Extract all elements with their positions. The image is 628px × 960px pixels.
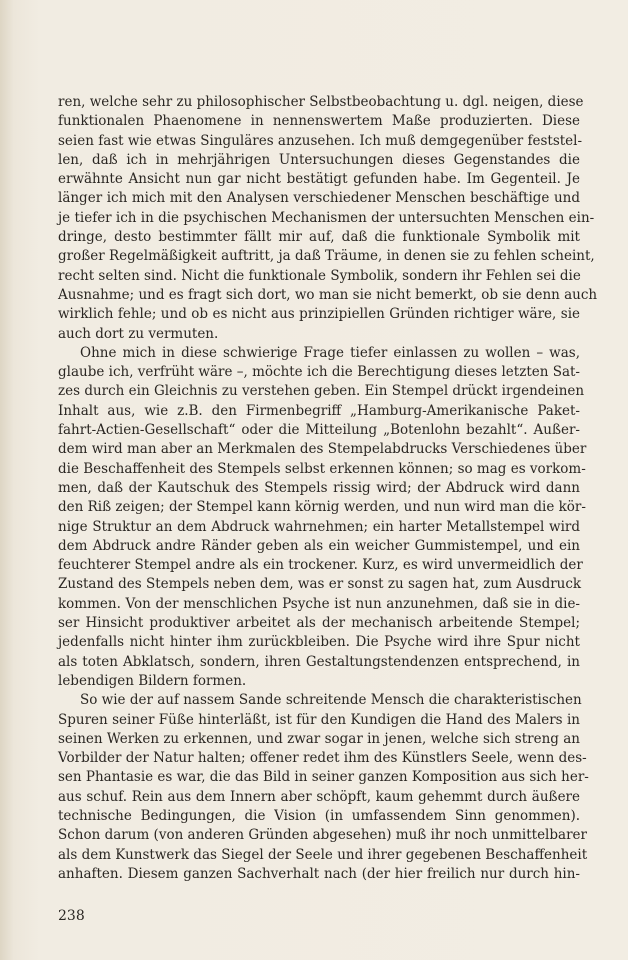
text-line: dem Abdruck andre Ränder geben als ein weicher Gummistempel, und ein xyxy=(58,537,580,554)
text-line: aus schuf. Rein aus dem Innern aber schöpft, kaum gehemmt durch äußere xyxy=(58,788,580,805)
paragraph xyxy=(58,93,598,344)
text-line: funktionalen Phaenomene in nennenswertem Maße produzierten. Diese xyxy=(58,113,580,130)
text-line: Zustand des Stempels neben dem, was er sonst zu sagen hat, zum Ausdruck xyxy=(58,576,582,593)
text-line: den Riß zeigen; der Stempel kann körnig werden, und nun wird man die kör- xyxy=(58,499,586,516)
text-line: recht selten sind. Nicht die funktionale Symbolik, sondern ihr Fehlen sei die xyxy=(58,267,581,284)
text-line: glaube ich, verfrüht wäre –, möchte ich die Berechtigung dieses letzten Sat- xyxy=(58,364,580,381)
paragraph xyxy=(58,691,589,884)
text-line: nige Struktur an dem Abdruck wahrnehmen; ein harter Metallstempel wird xyxy=(58,518,580,535)
text-line: len, daß ich in mehrjährigen Untersuchungen dieses Gegenstandes die xyxy=(58,151,580,168)
text-line: Schon darum (von anderen Gründen abgesehen) muß ihr noch unmittelbarer xyxy=(58,827,587,844)
text-line: als toten Abklatsch, sondern, ihren Gestaltungstendenzen entsprechend, in xyxy=(58,653,580,670)
text-line: ser Hinsicht produktiver arbeitet als der mechanisch arbeitende Stempel; xyxy=(58,615,580,632)
text-line: Ohne mich in diese schwierige Frage tiefer einlassen zu wollen – was, xyxy=(80,344,580,361)
text-line: als dem Kunstwerk das Siegel der Seele und ihrer gegebenen Beschaffenheit xyxy=(58,846,588,863)
text-line: Vorbilder der Natur halten; offener redet ihm des Künstlers Seele, wenn des- xyxy=(58,750,587,767)
text-line: dem wird man aber an Merkmalen des Stempelabdrucks Verschiedenes über xyxy=(58,441,587,458)
text-line: anhaften. Diesem ganzen Sachverhalt nach (der hier freilich nur durch hin- xyxy=(58,865,580,882)
text-line: ren, welche sehr zu philosophischer Selbstbeobachtung u. dgl. neigen, diese xyxy=(58,94,584,110)
text-line: großer Regelmäßigkeit auftritt, ja daß Träume, in denen sie zu fehlen scheint, xyxy=(58,248,595,265)
page-number: 238 xyxy=(58,908,85,924)
text-line: seinen Werken zu erkennen, und zwar sogar in jenen, welche sich streng an xyxy=(58,730,580,747)
text-line: Ausnahme; und es fragt sich dort, wo man sie nicht bemerkt, ob sie denn auch xyxy=(58,286,598,303)
text-line: feuchterer Stempel andre als ein trockener. Kurz, es wird unvermeidlich der xyxy=(58,557,583,574)
text-line: Inhalt aus, wie z.B. den Firmenbegriff „Hamburg-Amerikanische Paket- xyxy=(58,402,580,419)
text-line: länger ich mich mit den Analysen verschiedener Menschen beschäftige und xyxy=(58,190,580,207)
text-line: lebendigen Bildern formen. xyxy=(58,672,247,689)
text-line: zes durch ein Gleichnis zu verstehen geben. Ein Stempel drückt irgendeinen xyxy=(58,383,585,400)
text-line: So wie der auf nassem Sande schreitende Mensch die charakteristischen xyxy=(80,692,582,709)
body-text xyxy=(58,93,598,884)
text-line: auch dort zu vermuten. xyxy=(58,325,219,342)
text-line: erwähnte Ansicht nun gar nicht bestätigt gefunden habe. Im Gegenteil. Je xyxy=(58,171,580,188)
text-line: men, daß der Kautschuk des Stempels rissig wird; der Abdruck wird dann xyxy=(58,479,580,496)
text-line: Spuren seiner Füße hinterläßt, ist für den Kundigen die Hand des Malers in xyxy=(58,711,580,728)
text-line: kommen. Von der menschlichen Psyche ist nun anzunehmen, daß sie in die- xyxy=(58,595,580,612)
text-line: fahrt-Actien-Gesellschaft“ oder die Mitteilung „Botenlohn bezahlt“. Außer- xyxy=(58,422,580,439)
text-line: die Beschaffenheit des Stempels selbst erkennen können; so mag es vorkom- xyxy=(58,460,586,477)
text-line: seien fast wie etwas Singuläres anzusehen. Ich muß demgegenüber feststel- xyxy=(58,132,583,149)
text-line: je tiefer ich in die psychischen Mechanismen der untersuchten Menschen ein- xyxy=(58,209,595,226)
text-line: sen Phantasie es war, die das Bild in seiner ganzen Komposition aus sich her- xyxy=(58,769,589,786)
text-line: dringe, desto bestimmter fällt mir auf, daß die funktionale Symbolik mit xyxy=(58,229,580,246)
text-line: jedenfalls nicht hinter ihm zurückbleiben. Die Psyche wird ihre Spur nicht xyxy=(58,634,580,651)
paragraph xyxy=(58,344,587,691)
text-line: wirklich fehle; und ob es nicht aus prinzipiellen Gründen richtiger wäre, sie xyxy=(58,306,580,323)
text-line: technische Bedingungen, die Vision (in umfassendem Sinn genommen). xyxy=(58,807,580,824)
